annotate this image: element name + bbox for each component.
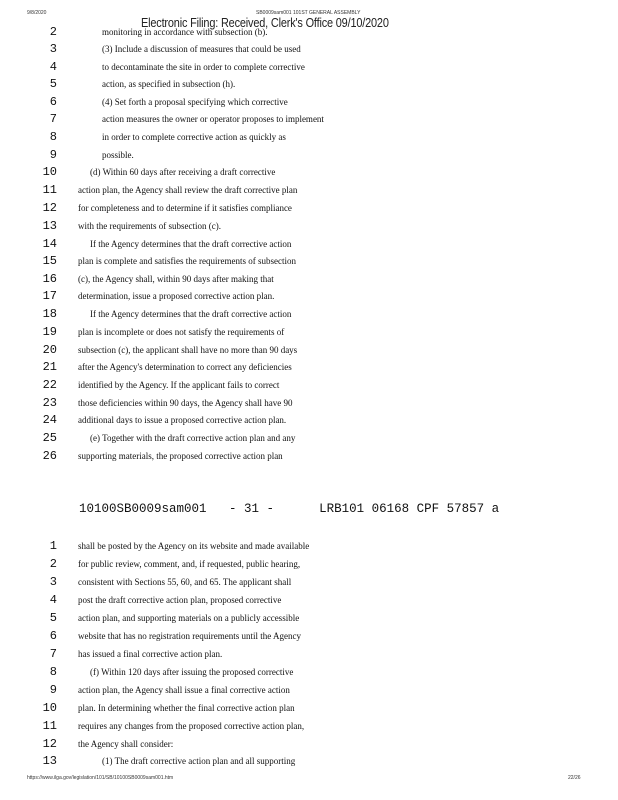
filing-stamp: Electronic Filing: Received, Clerk's Office 09/10/2020 bbox=[141, 15, 389, 30]
body-text-line: possible. bbox=[102, 150, 134, 160]
body-text-line: additional days to issue a proposed corrective action plan. bbox=[78, 415, 287, 425]
print-footer-page: 22/26 bbox=[568, 775, 581, 781]
body-text-line: action plan, the Agency shall issue a final corrective action bbox=[78, 685, 290, 695]
line-number: 24 bbox=[42, 413, 57, 427]
line-number: 7 bbox=[49, 112, 57, 126]
print-header-title: SB0009sam001 101ST GENERAL ASSEMBLY bbox=[256, 10, 361, 16]
body-text-line: (3) Include a discussion of measures that could be used bbox=[102, 44, 301, 54]
line-number: 26 bbox=[42, 449, 57, 463]
body-text-line: the Agency shall consider: bbox=[78, 739, 174, 749]
body-text-line: action measures the owner or operator proposes to implement bbox=[102, 114, 324, 124]
lrb-id: LRB101 06168 CPF 57857 a bbox=[319, 502, 500, 516]
body-text-line: shall be posted by the Agency on its website and made available bbox=[78, 541, 310, 551]
line-number: 12 bbox=[42, 201, 57, 215]
line-number: 1 bbox=[49, 539, 57, 553]
line-number: 11 bbox=[42, 719, 57, 733]
page-separator bbox=[79, 502, 499, 516]
line-number: 10 bbox=[42, 701, 57, 715]
line-number: 6 bbox=[49, 95, 57, 109]
line-number: 4 bbox=[49, 593, 57, 607]
line-number: 11 bbox=[42, 183, 57, 197]
body-text-line: plan is incomplete or does not satisfy the requirements of bbox=[78, 327, 285, 337]
line-number: 3 bbox=[49, 575, 57, 589]
line-number: 5 bbox=[49, 77, 57, 91]
print-footer-url: https://www.ilga.gov/legislation/101/SB/10100SB0009sam001.htm bbox=[27, 775, 174, 781]
line-number: 16 bbox=[42, 272, 57, 286]
body-text-line: plan is complete and satisfies the requirements of subsection bbox=[78, 256, 296, 266]
body-text-line: plan. In determining whether the final corrective action plan bbox=[78, 703, 295, 713]
body-text-line: (f) Within 120 days after issuing the proposed corrective bbox=[90, 667, 294, 677]
body-text-line: to decontaminate the site in order to complete corrective bbox=[102, 62, 305, 72]
body-text-line: for public review, comment, and, if requested, public hearing, bbox=[78, 559, 301, 569]
line-number: 2 bbox=[49, 25, 57, 39]
line-number: 6 bbox=[49, 629, 57, 643]
body-text-line: has issued a final corrective action plan. bbox=[78, 649, 223, 659]
line-number: 13 bbox=[42, 219, 57, 233]
body-text-line: action plan, the Agency shall review the draft corrective plan bbox=[78, 185, 298, 195]
line-number: 19 bbox=[42, 325, 57, 339]
body-text-line: requires any changes from the proposed corrective action plan, bbox=[78, 721, 305, 731]
doc-id: 10100SB0009sam001 bbox=[79, 502, 207, 516]
body-text-line: for completeness and to determine if it satisfies compliance bbox=[78, 203, 292, 213]
body-text-line: identified by the Agency. If the applicant fails to correct bbox=[78, 380, 280, 390]
body-text-line: (d) Within 60 days after receiving a draft corrective bbox=[90, 167, 276, 177]
line-number: 2 bbox=[49, 557, 57, 571]
line-number: 7 bbox=[49, 647, 57, 661]
body-text-line: consistent with Sections 55, 60, and 65. The applicant shall bbox=[78, 577, 292, 587]
body-text-line: (4) Set forth a proposal specifying which corrective bbox=[102, 97, 288, 107]
body-text-line: If the Agency determines that the draft corrective action bbox=[90, 309, 292, 319]
line-number: 4 bbox=[49, 60, 57, 74]
line-number: 20 bbox=[42, 343, 57, 357]
body-text-line: If the Agency determines that the draft corrective action bbox=[90, 239, 292, 249]
line-number: 17 bbox=[42, 289, 57, 303]
line-number: 13 bbox=[42, 754, 57, 768]
body-text-line: action plan, and supporting materials on a publicly accessible bbox=[78, 613, 300, 623]
line-number: 23 bbox=[42, 396, 57, 410]
line-number: 8 bbox=[49, 665, 57, 679]
body-text-line: determination, issue a proposed corrective action plan. bbox=[78, 291, 275, 301]
body-text-line: monitoring in accordance with subsection (b). bbox=[102, 27, 268, 37]
body-text-line: supporting materials, the proposed corrective action plan bbox=[78, 451, 283, 461]
line-number: 25 bbox=[42, 431, 57, 445]
line-number: 12 bbox=[42, 737, 57, 751]
line-number: 18 bbox=[42, 307, 57, 321]
line-number: 22 bbox=[42, 378, 57, 392]
line-number: 15 bbox=[42, 254, 57, 268]
body-text-line: (1) The draft corrective action plan and all supporting bbox=[102, 756, 296, 766]
line-number: 8 bbox=[49, 130, 57, 144]
body-text-line: website that has no registration requirements until the Agency bbox=[78, 631, 301, 641]
page-number: - 31 - bbox=[229, 502, 275, 516]
line-number: 9 bbox=[49, 148, 57, 162]
body-text-line: with the requirements of subsection (c). bbox=[78, 221, 221, 231]
body-text-line: action, as specified in subsection (h). bbox=[102, 79, 236, 89]
body-text-line: (c), the Agency shall, within 90 days after making that bbox=[78, 274, 274, 284]
body-text-line: subsection (c), the applicant shall have no more than 90 days bbox=[78, 345, 298, 355]
body-text-line: (e) Together with the draft corrective action plan and any bbox=[90, 433, 296, 443]
line-number: 5 bbox=[49, 611, 57, 625]
body-text-line: those deficiencies within 90 days, the Agency shall have 90 bbox=[78, 398, 293, 408]
line-number: 10 bbox=[42, 165, 57, 179]
body-text-line: in order to complete corrective action as quickly as bbox=[102, 132, 286, 142]
body-text-line: after the Agency's determination to correct any deficiencies bbox=[78, 362, 292, 372]
print-date: 9/8/2020 bbox=[27, 10, 47, 16]
body-text-line: post the draft corrective action plan, proposed corrective bbox=[78, 595, 282, 605]
line-number: 21 bbox=[42, 360, 57, 374]
line-number: 9 bbox=[49, 683, 57, 697]
line-number: 3 bbox=[49, 42, 57, 56]
line-number: 14 bbox=[42, 237, 57, 251]
